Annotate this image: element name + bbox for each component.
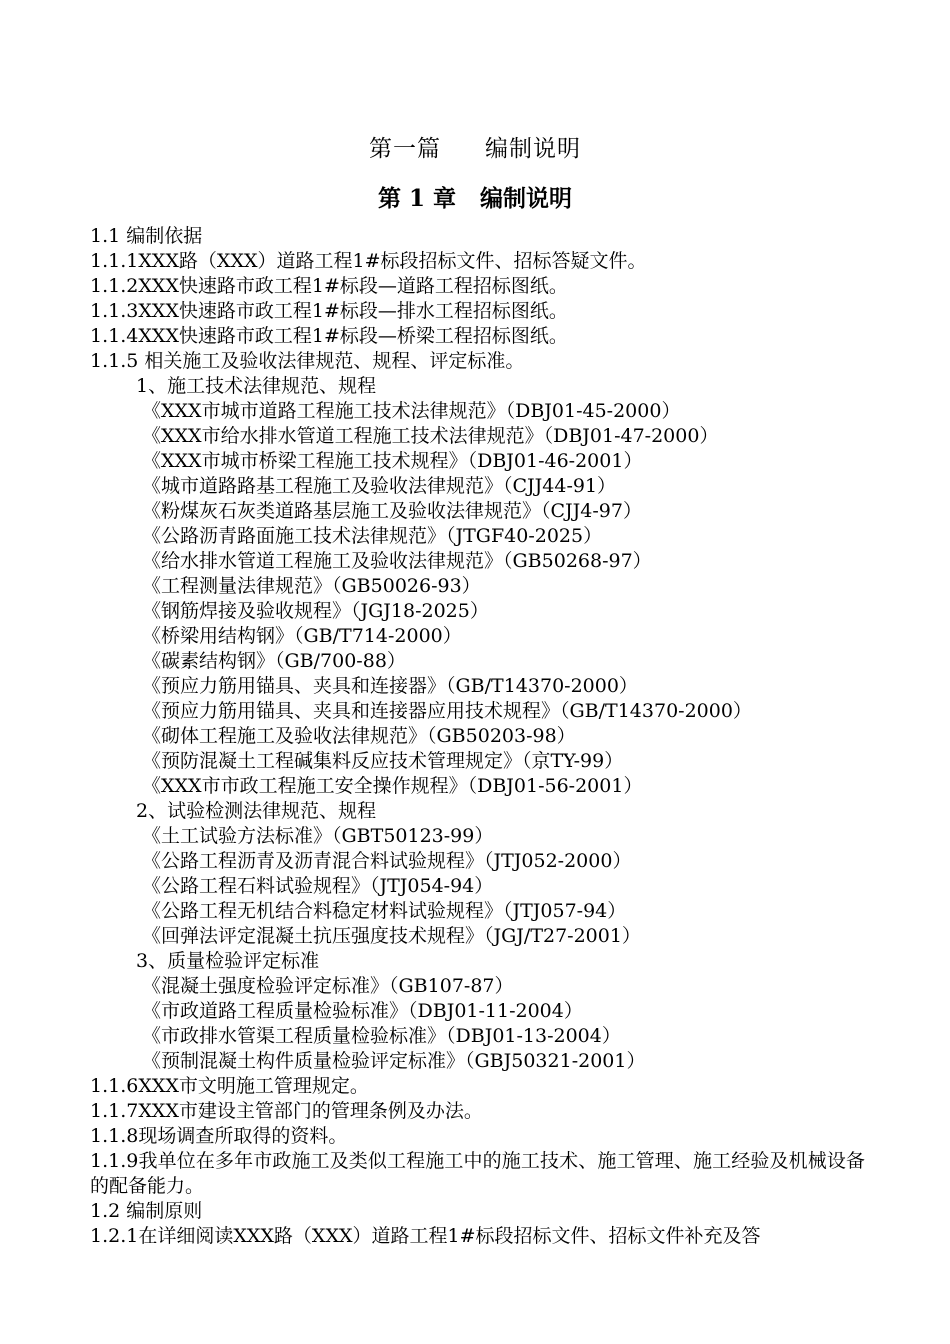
subsection-heading: 3、质量检验评定标准 bbox=[136, 950, 320, 972]
standard-reference-line: 《市政排水管渠工程质量检验标准》（DBJ01-13-2004） bbox=[142, 1025, 621, 1047]
text-line: 1.1.7XXX市建设主管部门的管理条例及办法。 bbox=[90, 1100, 483, 1122]
text-line: 1.1.1XXX路（XXX）道路工程1#标段招标文件、招标答疑文件。 bbox=[90, 250, 647, 272]
text-line: 1.2.1在详细阅读XXX路（XXX）道路工程1#标段招标文件、招标文件补充及答 bbox=[90, 1225, 761, 1247]
standard-reference-line: 《粉煤灰石灰类道路基层施工及验收法律规范》（CJJ4-97） bbox=[142, 500, 642, 522]
text-line: 1.1.4XXX快速路市政工程1#标段—桥梁工程招标图纸。 bbox=[90, 325, 568, 347]
standard-reference-line: 《公路沥青路面施工技术法律规范》（JTGF40-2025） bbox=[142, 525, 603, 547]
chapter-title-text: 编制说明 bbox=[480, 185, 573, 212]
standard-reference-line: 《XXX市城市桥梁工程施工技术规程》（DBJ01-46-2001） bbox=[142, 450, 643, 472]
standard-reference-line: 《公路工程石料试验规程》（JTJ054-94） bbox=[142, 875, 494, 897]
standard-reference-line: 《预防混凝土工程碱集料反应技术管理规定》（京TY-99） bbox=[142, 750, 624, 772]
standard-reference-line: 《市政道路工程质量检验标准》（DBJ01-11-2004） bbox=[142, 1000, 583, 1022]
subsection-heading: 2、试验检测法律规范、规程 bbox=[136, 800, 377, 822]
text-line: 1.1.8现场调查所取得的资料。 bbox=[90, 1125, 348, 1147]
text-line: 1.2 编制原则 bbox=[90, 1200, 203, 1222]
standard-reference-line: 《预应力筋用锚具、夹具和连接器应用技术规程》（GB/T14370-2000） bbox=[142, 700, 752, 722]
text-line: 1.1.9我单位在多年市政施工及类似工程施工中的施工技术、施工管理、施工经验及机械设备的配备能力。 bbox=[90, 1150, 865, 1197]
standard-reference-line: 《预应力筋用锚具、夹具和连接器》（GB/T14370-2000） bbox=[142, 675, 638, 697]
text-line: 1.1.5 相关施工及验收法律规范、规程、评定标准。 bbox=[90, 350, 525, 372]
standard-reference-line: 《回弹法评定混凝土抗压强度技术规程》（JGJ/T27-2001） bbox=[142, 925, 641, 947]
subsection-heading: 1、施工技术法律规范、规程 bbox=[136, 375, 377, 397]
standard-reference-line: 《城市道路路基工程施工及验收法律规范》（CJJ44-91） bbox=[142, 475, 617, 497]
standard-reference-line: 《桥梁用结构钢》（GB/T714-2000） bbox=[142, 625, 462, 647]
part-title bbox=[0, 134, 950, 164]
chapter-title-label: 第 1 章 bbox=[377, 185, 457, 212]
standard-reference-line: 《碳素结构钢》（GB/700-88） bbox=[142, 650, 406, 672]
text-line: 1.1.2XXX快速路市政工程1#标段—道路工程招标图纸。 bbox=[90, 275, 568, 297]
standard-reference-line: 《XXX市城市道路工程施工技术法律规范》（DBJ01-45-2000） bbox=[142, 400, 681, 422]
standard-reference-line: 《公路工程沥青及沥青混合料试验规程》（JTJ052-2000） bbox=[142, 850, 632, 872]
text-line: 1.1.6XXX市文明施工管理规定。 bbox=[90, 1075, 369, 1097]
standard-reference-line: 《土工试验方法标准》（GBT50123-99） bbox=[142, 825, 494, 847]
standard-reference-line: 《XXX市市政工程施工安全操作规程》（DBJ01-56-2001） bbox=[142, 775, 643, 797]
text-line: 1.1.3XXX快速路市政工程1#标段—排水工程招标图纸。 bbox=[90, 300, 568, 322]
standard-reference-line: 《公路工程无机结合料稳定材料试验规程》（JTJ057-94） bbox=[142, 900, 627, 922]
standard-reference-line: 《钢筋焊接及验收规程》（JGJ18-2025） bbox=[142, 600, 489, 622]
part-title-text: 编制说明 bbox=[485, 136, 581, 162]
standard-reference-line: 《工程测量法律规范》（GB50026-93） bbox=[142, 575, 481, 597]
standard-reference-line: 《混凝土强度检验评定标准》（GB107-87） bbox=[142, 975, 514, 997]
standard-reference-line: 《XXX市给水排水管道工程施工技术法律规范》（DBJ01-47-2000） bbox=[142, 425, 719, 447]
standard-reference-line: 《给水排水管道工程施工及验收法律规范》（GB50268-97） bbox=[142, 550, 652, 572]
chapter-title bbox=[0, 184, 950, 214]
part-title-label: 第一篇 bbox=[369, 136, 441, 162]
document-body bbox=[90, 224, 865, 1249]
standard-reference-line: 《砌体工程施工及验收法律规范》（GB50203-98） bbox=[142, 725, 576, 747]
standard-reference-line: 《预制混凝土构件质量检验评定标准》（GBJ50321-2001） bbox=[142, 1050, 646, 1072]
text-line: 1.1 编制依据 bbox=[90, 225, 203, 247]
